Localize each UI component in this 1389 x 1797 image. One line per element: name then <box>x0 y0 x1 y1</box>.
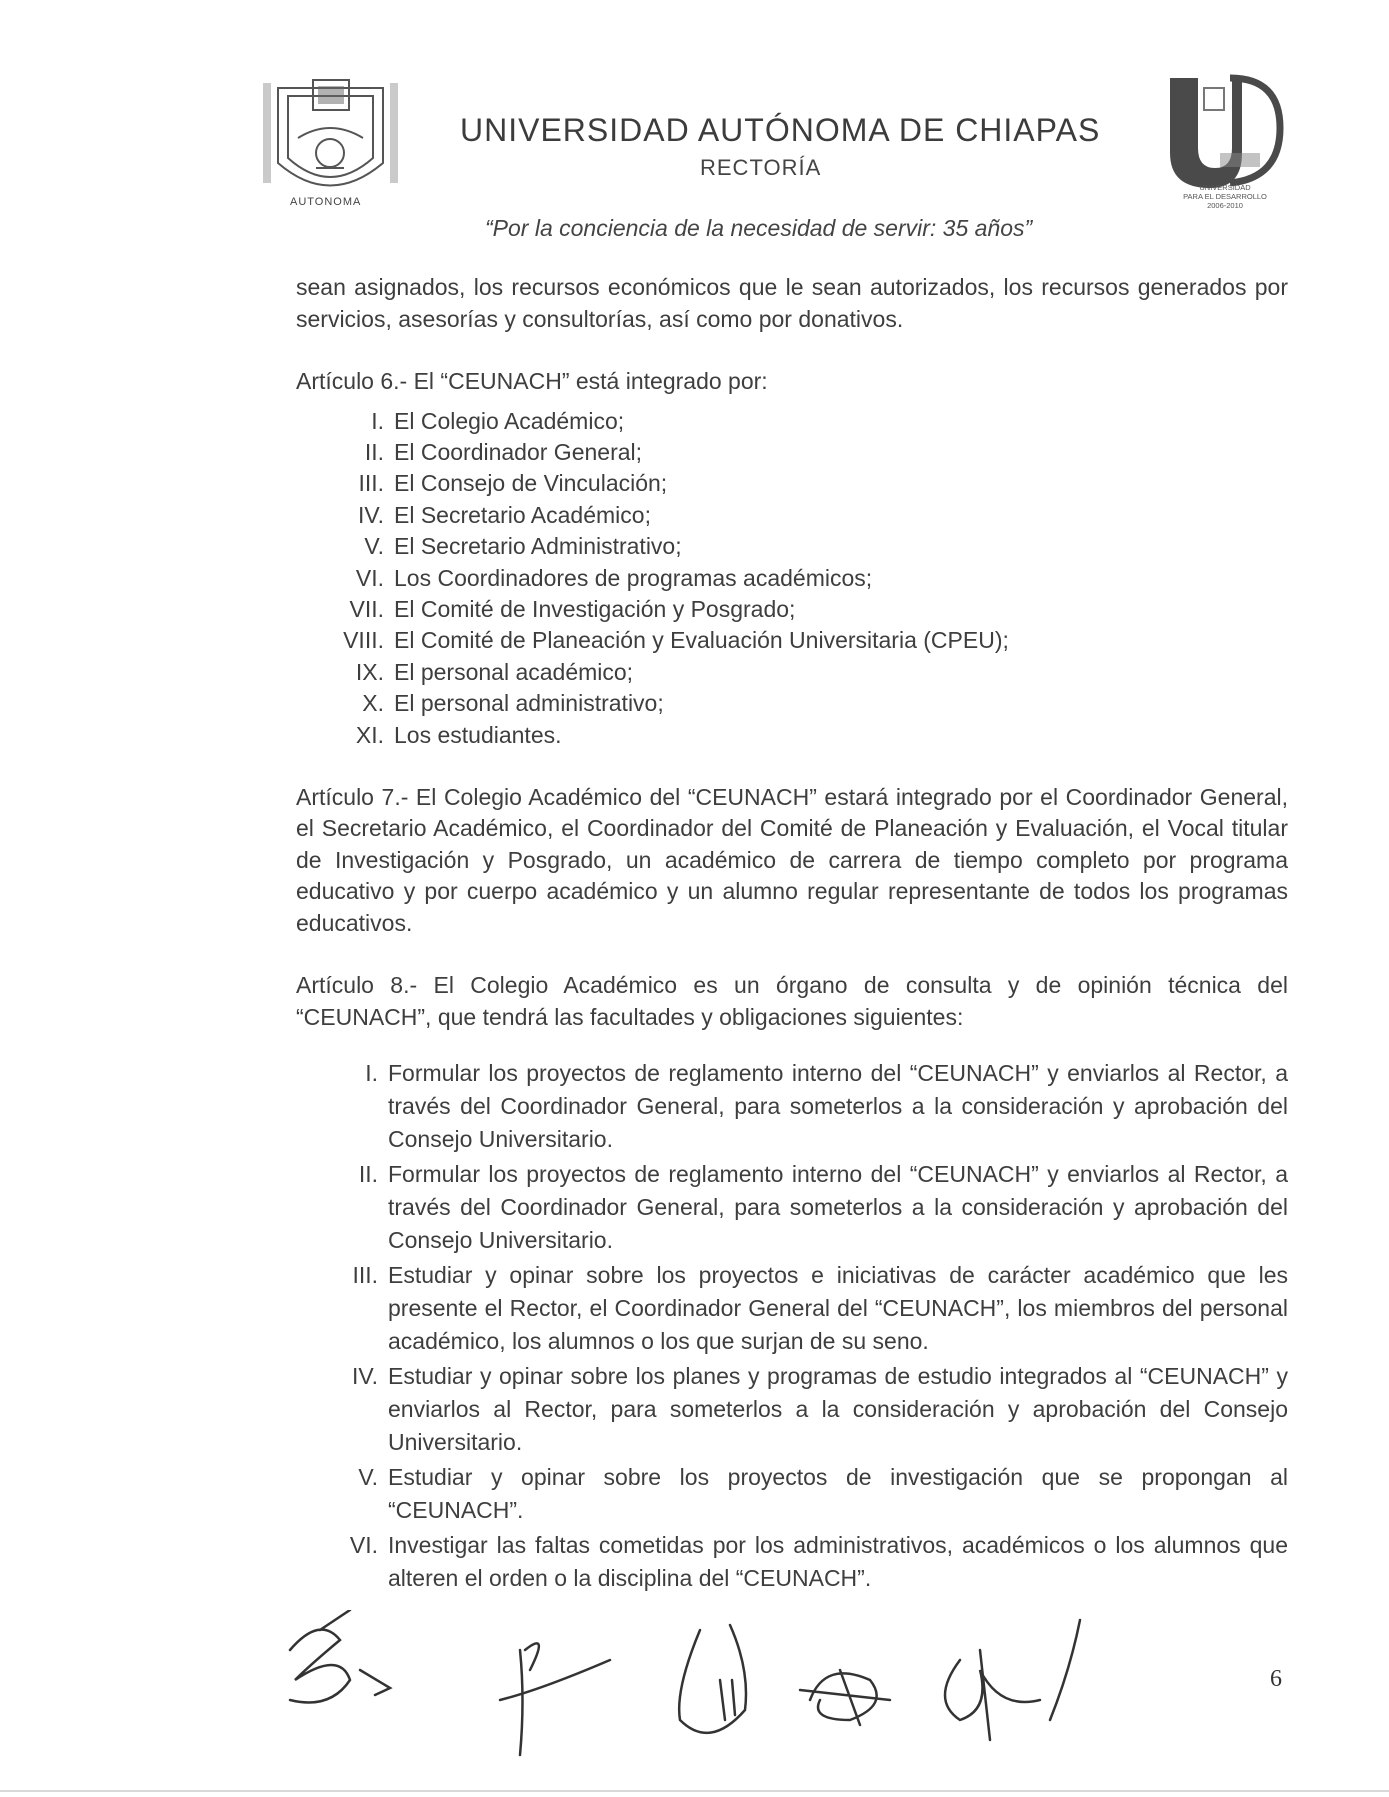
list-item-text: Investigar las faltas cometidas por los administrativos, académicos o los alumnos que alteren el orden o la disciplina del “CEUNACH”. <box>388 1532 1288 1592</box>
list-item-number: I. <box>371 407 384 434</box>
list-item-number: III. <box>352 1262 378 1289</box>
left-logo-caption: AUTONOMA <box>290 196 362 208</box>
article-8-heading: Artículo 8.- El Colegio Académico es un órgano de consulta y de opinión técnica del “CEUNACH”, que tendrá las facultades y obligaciones siguientes: <box>296 972 1288 1030</box>
list-item-number: VIII. <box>343 627 384 654</box>
list-item-text: El personal académico; <box>394 658 634 685</box>
list-item-text: Estudiar y opinar sobre los proyectos de investigación que se propongan al “CEUNACH”. <box>388 1464 1288 1524</box>
list-item-text: Formular los proyectos de reglamento interno del “CEUNACH” y enviarlos al Rector, a través del Coordinador General, para someterlos a la consideración y aprobación del Consejo Universitario. <box>388 1060 1288 1153</box>
office-name: RECTORÍA <box>700 155 822 180</box>
motto: “Por la conciencia de la necesidad de servir: 35 años” <box>485 215 1033 241</box>
article-6-heading: Artículo 6.- El “CEUNACH” está integrado por: <box>296 368 768 394</box>
list-item-text: El Colegio Académico; <box>394 407 625 434</box>
list-item <box>296 720 1288 751</box>
list-item-text: El personal administrativo; <box>394 690 664 717</box>
list-item-text: Los estudiantes. <box>394 721 562 748</box>
university-name: UNIVERSIDAD AUTÓNOMA DE CHIAPAS <box>460 112 1101 148</box>
continuation-paragraph: sean asignados, los recursos económicos que le sean autorizados, los recursos generados por servicios, asesorías y consultorías, así como por donativos. <box>296 274 1288 332</box>
list-item-text: Formular los proyectos de reglamento interno del “CEUNACH” y enviarlos al Rector, a través del Coordinador General, para someterlos a la consideración y aprobación del Consejo Universitario. <box>388 1161 1288 1254</box>
right-caption-line2: PARA EL DESARROLLO <box>1183 192 1267 201</box>
list-item-number: I. <box>365 1060 378 1087</box>
list-item-number: V. <box>358 1464 378 1491</box>
list-item-number: IV. <box>351 1363 378 1390</box>
list-item <box>296 1057 1288 1156</box>
list-item-text: El Secretario Administrativo; <box>394 533 682 560</box>
article-6-list <box>296 406 1288 751</box>
list-item-text: Los Coordinadores de programas académicos; <box>394 564 873 591</box>
list-item <box>296 688 1288 719</box>
list-item <box>296 1529 1288 1595</box>
list-item <box>296 1360 1288 1459</box>
right-caption-line3: 2006-2010 <box>1207 201 1243 210</box>
list-item-number: IX. <box>355 658 384 685</box>
right-logo-caption <box>1160 183 1290 210</box>
list-item-text: El Consejo de Vinculación; <box>394 470 668 497</box>
article-8-list <box>296 1057 1288 1595</box>
list-item-number: VI. <box>349 1532 378 1559</box>
list-item <box>296 437 1288 468</box>
list-item <box>296 657 1288 688</box>
list-item-text: Estudiar y opinar sobre los planes y programas de estudio integrados al “CEUNACH” y enviarlos al Rector, para someterlos a la consideración y aprobación del Consejo Universitario. <box>388 1363 1288 1456</box>
list-item-text: Estudiar y opinar sobre los proyectos e iniciativas de carácter académico que les presente el Rector, el Coordinador General del “CEUNACH”, los miembros del personal académico, los alumnos o los que surjan de su seno. <box>388 1262 1288 1355</box>
list-item <box>296 1461 1288 1527</box>
list-item-text: El Secretario Académico; <box>394 501 651 528</box>
article-7-paragraph: Artículo 7.- El Colegio Académico del “CEUNACH” estará integrado por el Coordinador General, el Secretario Académico, el Coordinador del Comité de Planeación y Evaluación, el Vocal titular de Investigación y Posgrado, un académico de carrera de tiempo completo por programa educativo y por cuerpo académico y un alumno regular representante de todos los programas educativos. <box>296 783 1288 936</box>
right-caption-line1: UNIVERSIDAD <box>1199 183 1251 192</box>
list-item <box>296 594 1288 625</box>
list-item <box>296 531 1288 562</box>
handwritten-signatures-icon <box>280 1610 1110 1760</box>
list-item <box>296 406 1288 437</box>
list-item <box>296 468 1288 499</box>
document-body <box>296 272 1288 1597</box>
list-item <box>296 625 1288 656</box>
list-item-number: X. <box>362 690 384 717</box>
page-number: 6 <box>1270 1666 1282 1692</box>
list-item-number: VII. <box>349 595 384 622</box>
list-item <box>296 1158 1288 1257</box>
unach-seal-icon <box>258 68 403 208</box>
list-item-number: II. <box>358 1161 378 1188</box>
list-item <box>296 1259 1288 1358</box>
list-item-number: V. <box>364 533 384 560</box>
list-item-text: El Coordinador General; <box>394 438 643 465</box>
list-item <box>296 563 1288 594</box>
list-item-number: II. <box>364 438 384 465</box>
list-item-number: IV. <box>357 501 384 528</box>
list-item-text: El Comité de Investigación y Posgrado; <box>394 595 796 622</box>
page-edge-line <box>0 1790 1389 1792</box>
list-item <box>296 500 1288 531</box>
list-item-text: El Comité de Planeación y Evaluación Universitaria (CPEU); <box>394 627 1009 654</box>
list-item-number: VI. <box>355 564 384 591</box>
list-item-number: III. <box>358 470 384 497</box>
list-item-number: XI. <box>355 721 384 748</box>
